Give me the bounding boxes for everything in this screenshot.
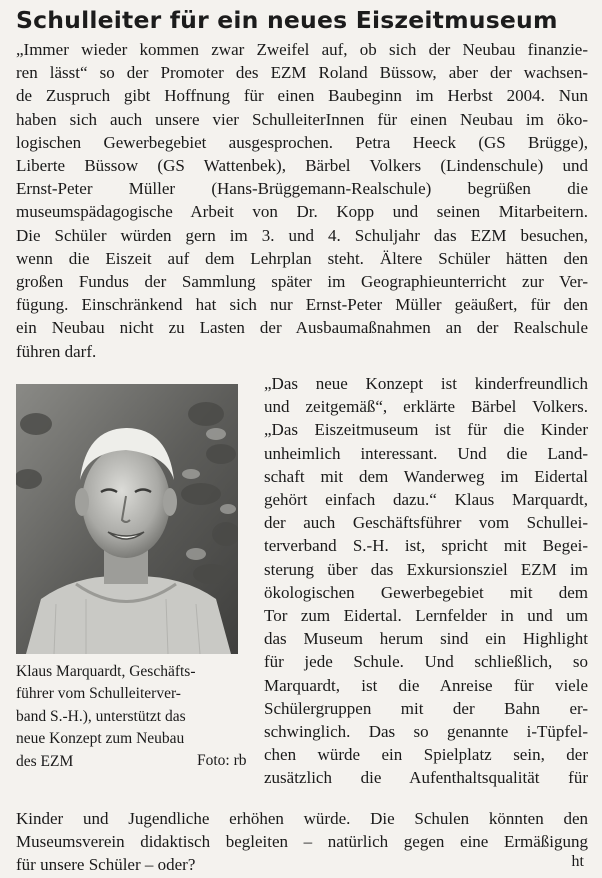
body-line: führen darf. <box>16 341 97 361</box>
caption-line: neue Konzept zum Neubau <box>16 730 185 748</box>
body-line: „Das Eiszeitmuseum ist für die Kinder <box>264 420 588 440</box>
body-line: Liberte Büssow (GS Wattenbek), Bärbel Volkers (Lindenschule) und <box>16 156 588 176</box>
body-line: ökologischen Gewerbegebiet mit dem <box>264 582 588 602</box>
article-headline: Schulleiter für ein neues Eiszeitmuseum <box>16 6 558 34</box>
body-line: Die Schüler würden gern im 3. und 4. Schuljahr das EZM besuchen, <box>16 225 588 245</box>
author-initials: ht <box>571 853 584 870</box>
body-line: de Zuspruch gibt Hoffnung für einen Baubeginn im Herbst 2004. Nun <box>16 86 588 106</box>
body-line: großen Fundus der Sammlung später im Geographieunterricht zur Ver- <box>16 272 588 292</box>
body-line: Tor zum Eidertal. Lernfelder in und um <box>264 606 588 626</box>
article-body-bottom <box>16 807 588 877</box>
body-line: „Das neue Konzept ist kinderfreundlich <box>264 374 588 393</box>
body-line: unheimlich interessant. Und die Land- <box>264 443 588 463</box>
body-line: zusätzlich die Aufenthaltsqualität für <box>264 768 588 788</box>
body-line: sterung über das Exkursionsziel EZM im <box>264 559 588 579</box>
body-line: das Museum herum sind ein Highlight <box>264 629 588 649</box>
article-body-top <box>16 38 588 363</box>
body-line: schwinglich. Das so genannte i-Tüpfel- <box>264 722 588 742</box>
article-body-right <box>264 372 588 790</box>
body-line: Ernst-Peter Müller (Hans-Brüggemann-Realschule) begrüßen die <box>16 179 588 199</box>
body-line: Schülergruppen mit der Bahn er- <box>264 698 588 718</box>
portrait-photo <box>16 384 238 654</box>
body-line: Museumsverein didaktisch begleiten – natürlich gegen eine Ermäßigung <box>16 832 588 852</box>
body-line: für jede Schule. Und schließlich, so <box>264 652 588 672</box>
body-line: ren lässt“ so der Promoter des EZM Roland Büssow, aber der wachsen- <box>16 63 588 83</box>
body-line: ein Neubau nicht zu Lasten der Ausbaumaßnahmen an der Realschule <box>16 318 588 338</box>
caption-line: des EZM <box>16 752 74 770</box>
body-line: gehört einfach dazu.“ Klaus Marquardt, <box>264 490 588 510</box>
body-line: Kinder und Jugendliche erhöhen würde. Die Schulen könnten den <box>16 809 588 828</box>
body-line: und zeitgemäß“, erklärte Bärbel Volkers. <box>264 397 588 417</box>
body-line: logischen Gewerbegebiet ausgesprochen. Petra Heeck (GS Brügge), <box>16 132 588 152</box>
body-line: „Immer wieder kommen zwar Zweifel auf, ob sich der Neubau finanzie- <box>16 40 588 59</box>
body-line: terverband S.-H. ist, spricht mit Begei- <box>264 536 588 556</box>
caption-line: band S.-H.), unterstützt das <box>16 707 186 725</box>
caption-line: Klaus Marquardt, Geschäfts- <box>16 663 196 680</box>
body-line: Marquardt, ist die Anreise für viele <box>264 675 588 695</box>
body-line: haben sich auch unsere vier SchulleiterInnen für einen Neubau im öko- <box>16 109 588 129</box>
body-line: schaft mit dem Wanderweg im Eidertal <box>264 466 588 486</box>
caption-line: führer vom Schulleiterver- <box>16 685 181 703</box>
body-line: fügung. Einschränkend hat sich nur Ernst-Peter Müller geäußert, für den <box>16 295 588 315</box>
body-line: chen würde ein Spielplatz sein, der <box>264 745 588 765</box>
body-line: museumspädagogische Arbeit von Dr. Kopp und seinen Mitarbeitern. <box>16 202 588 222</box>
body-line: für unsere Schüler – oder? <box>16 855 196 875</box>
body-line: der auch Geschäftsführer vom Schullei- <box>264 513 588 533</box>
photo-credit: Foto: rb <box>197 752 247 769</box>
photo-caption <box>16 661 248 773</box>
portrait-illustration <box>16 384 238 654</box>
body-line: wenn die Eiszeit auf dem Lehrplan steht. Ältere Schüler hätten den <box>16 248 588 268</box>
